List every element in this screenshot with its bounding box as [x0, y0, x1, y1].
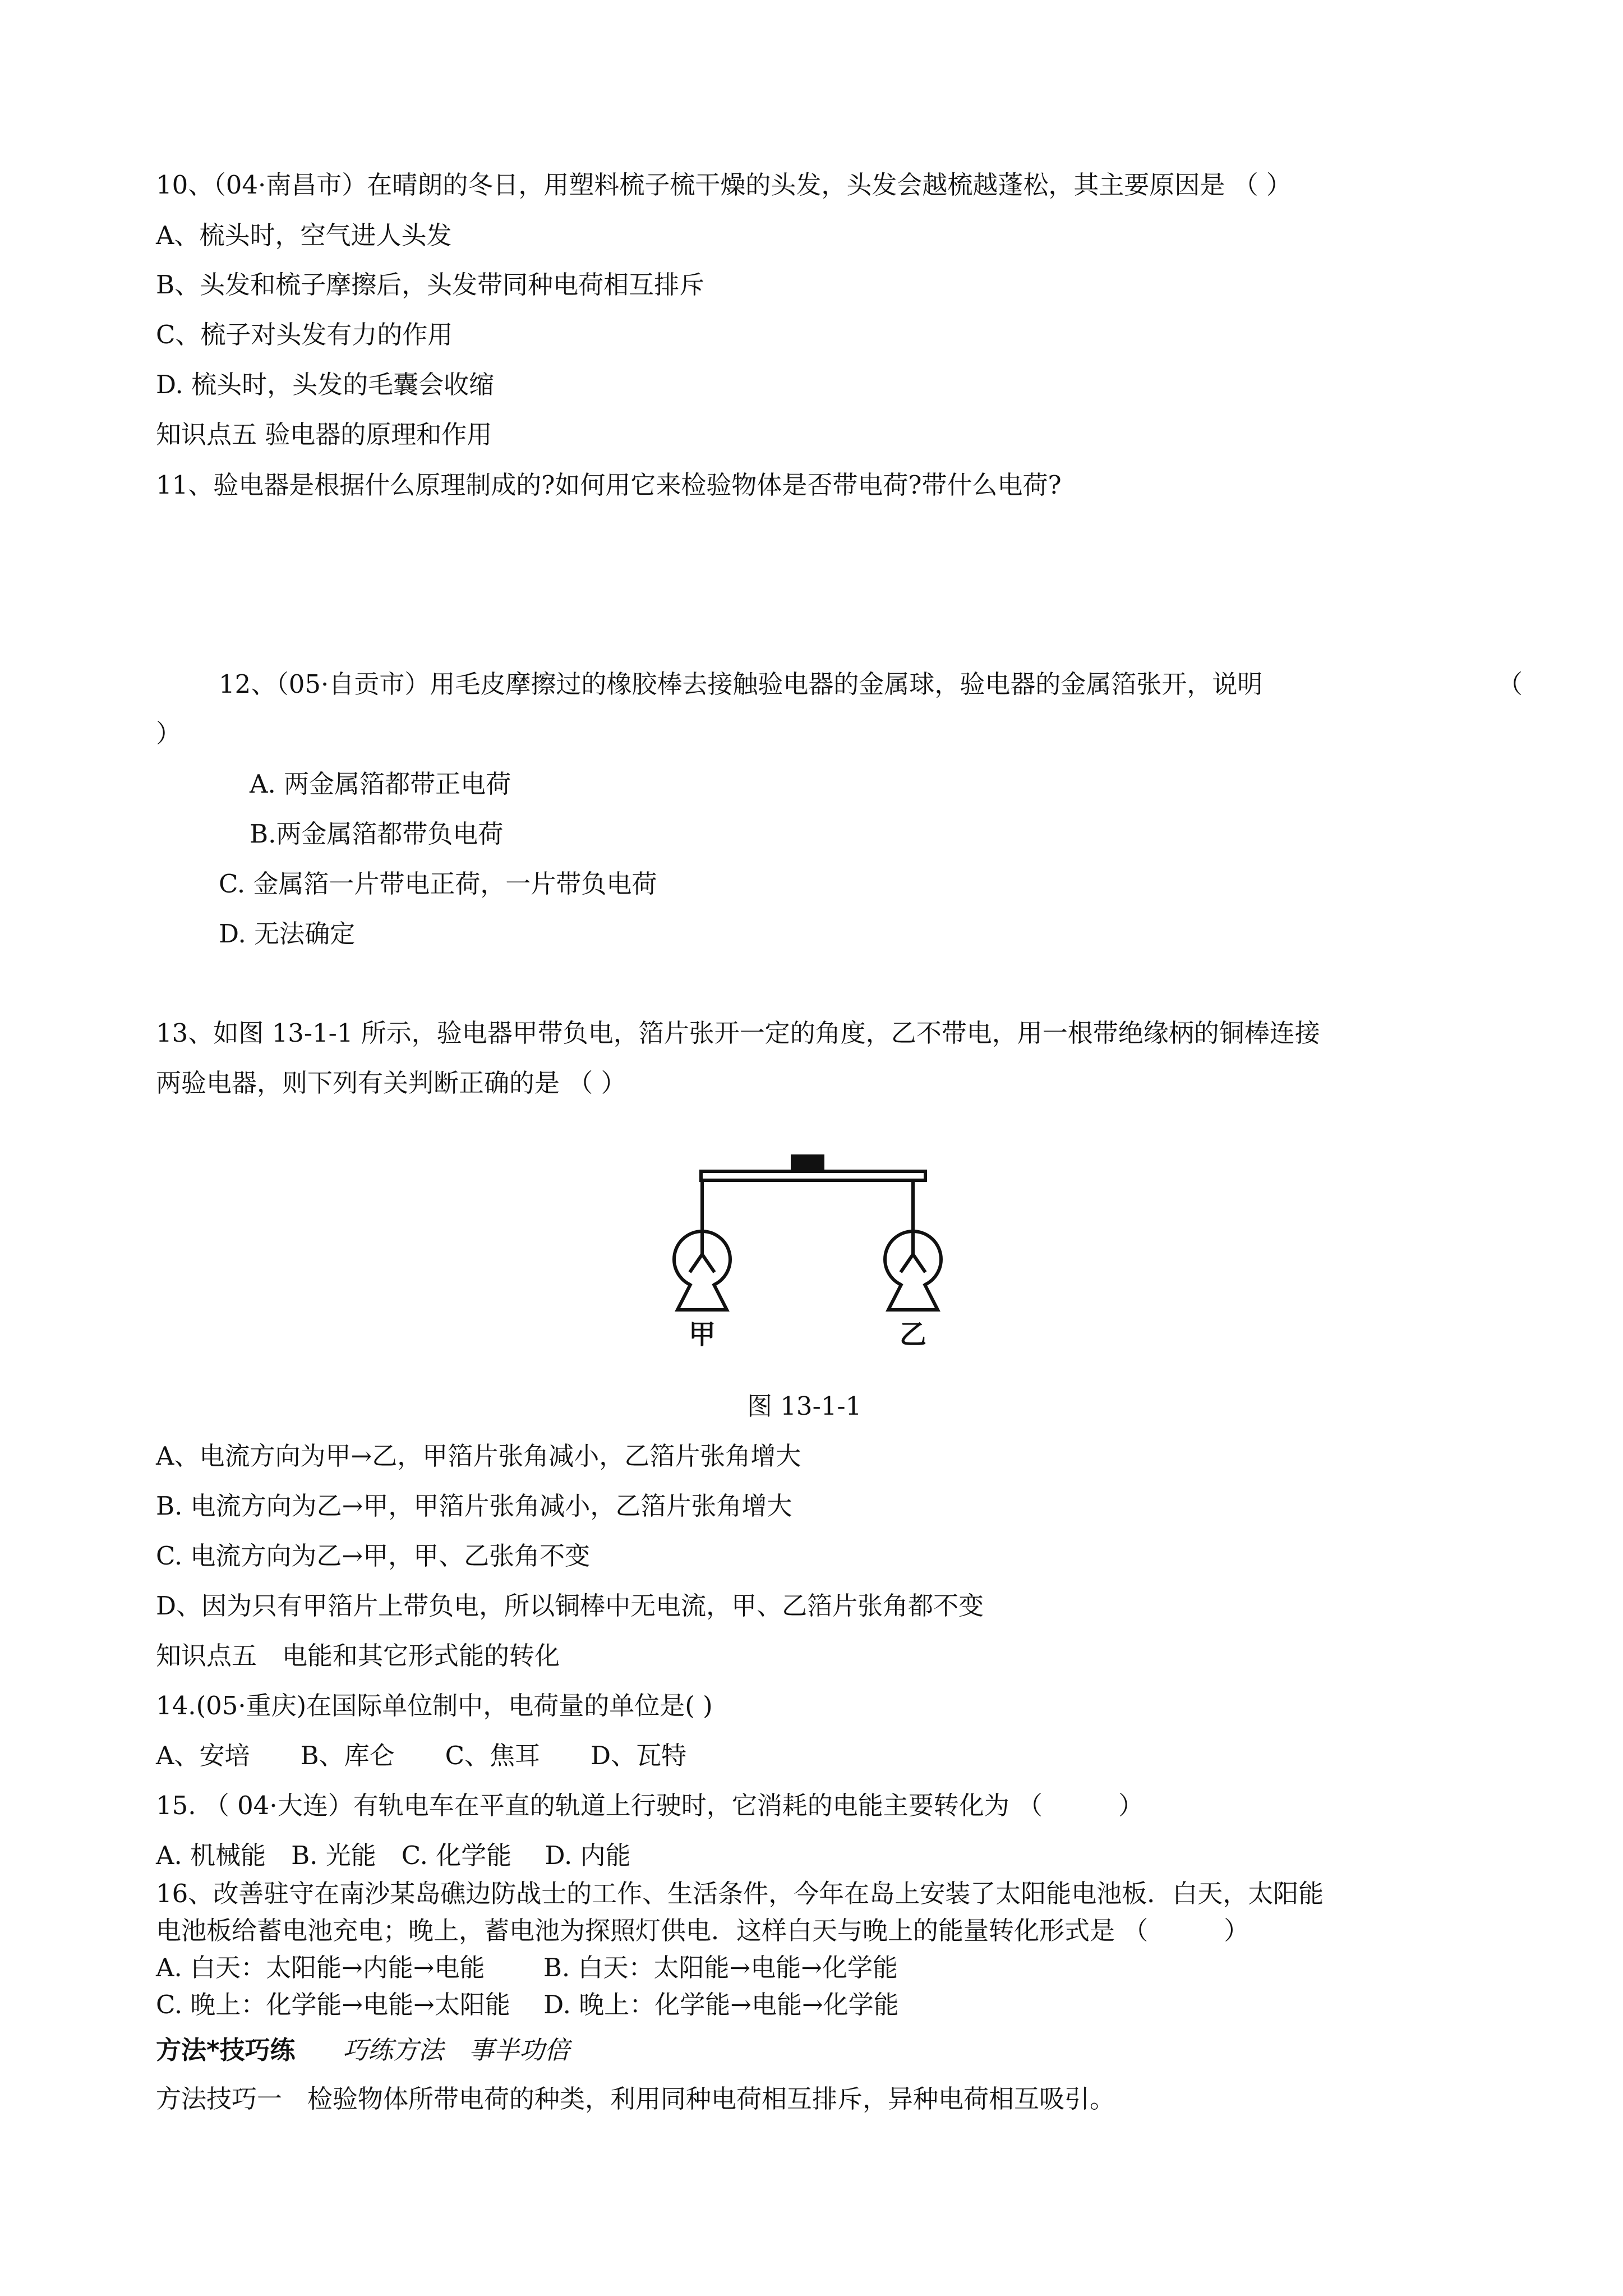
- q12-option-d: D. 无法确定: [219, 919, 356, 949]
- q13-stem-line2: 两验电器，则下列有关判断正确的是 （ ）: [156, 1068, 626, 1098]
- q10-option-c: C、梳子对头发有力的作用: [156, 320, 453, 349]
- electroscope-left: [674, 1231, 730, 1310]
- q12-option-a: A. 两金属箔都带正电荷: [250, 769, 511, 799]
- q16-stem-line1: 16、改善驻守在南沙某岛礁边防战士的工作、生活条件，今年在岛上安装了太阳能电池板．白天，太阳能: [156, 1879, 1324, 1908]
- label-jia: 甲: [688, 1319, 716, 1350]
- q15-stem: 15. （ 04·大连）有轨电车在平直的轨道上行驶时，它消耗的电能主要转化为 （ ）: [156, 1791, 1144, 1820]
- method-subtitle: 巧练方法 事半功倍: [342, 2035, 570, 2065]
- method-heading: [156, 2033, 570, 2067]
- q14-stem: 14.(05·重庆)在国际单位制中，电荷量的单位是( ): [156, 1691, 713, 1720]
- q10-option-b: B、头发和梳子摩擦后，头发带同种电荷相互排斥: [156, 270, 705, 300]
- q12-stem: 12、（05·自贡市）用毛皮摩擦过的橡胶棒去接触验电器的金属球，验电器的金属箔张开，说明: [219, 669, 1263, 699]
- q13-option-b: B. 电流方向为乙→甲，甲箔片张角减小，乙箔片张角增大: [156, 1491, 792, 1521]
- q13-stem-line1: 13、如图 13-1-1 所示，验电器甲带负电，箔片张开一定的角度，乙不带电，用一根带绝缘柄的铜棒连接: [156, 1018, 1320, 1048]
- section-heading-energy: 知识点五 电能和其它形式能的转化: [156, 1641, 560, 1671]
- q13-option-a: A、电流方向为甲→乙，甲箔片张角减小，乙箔片张角增大: [156, 1441, 801, 1471]
- method-tip-1: 方法技巧一 检验物体所带电荷的种类，利用同种电荷相互排斥，异种电荷相互吸引。: [156, 2084, 1115, 2114]
- q11-stem: 11、验电器是根据什么原理制成的?如何用它来检验物体是否带电荷?带什么电荷?: [156, 470, 1062, 500]
- q10-stem: 10、（04·南昌市）在晴朗的冬日，用塑料梳子梳干燥的头发，头发会越梳越蓬松，其主要原因是 （ ）: [156, 170, 1292, 200]
- q16-options-line2: C. 晚上：化学能→电能→太阳能 D. 晚上：化学能→电能→化学能: [156, 1990, 899, 2019]
- q12-option-c: C. 金属箔一片带电正荷，一片带负电荷: [219, 869, 657, 899]
- label-yi: 乙: [899, 1319, 927, 1350]
- q15-options: A. 机械能 B. 光能 C. 化学能 D. 内能: [156, 1841, 631, 1870]
- q12-open-paren: （: [1497, 669, 1523, 699]
- q16-stem-line2: 电池板给蓄电池充电；晚上，蓄电池为探照灯供电．这样白天与晚上的能量转化形式是 （ ）: [156, 1916, 1249, 1945]
- q16-options-line1: A. 白天：太阳能→内能→电能 B. 白天：太阳能→电能→化学能: [156, 1953, 898, 1982]
- q10-option-d: D. 梳头时，头发的毛囊会收缩: [156, 370, 495, 399]
- q12-close-paren: ）: [156, 719, 182, 748]
- figure-caption: 图 13-1-1: [747, 1391, 862, 1421]
- electroscope-figure: [662, 1150, 976, 1358]
- q14-options: A、安培 B、库仑 C、焦耳 D、瓦特: [156, 1741, 687, 1770]
- section-heading-electroscope: 知识点五 验电器的原理和作用: [156, 420, 492, 449]
- q13-option-d: D、因为只有甲箔片上带负电，所以铜棒中无电流，甲、乙箔片张角都不变: [156, 1591, 984, 1621]
- q12-option-b: B.两金属箔都带负电荷: [250, 819, 504, 849]
- q13-option-c: C. 电流方向为乙→甲，甲、乙张角不变: [156, 1541, 591, 1571]
- method-title: 方法*技巧练: [156, 2035, 296, 2065]
- electroscope-right: [885, 1231, 941, 1310]
- q10-option-a: A、梳头时，空气进人头发: [156, 220, 452, 250]
- copper-rod: [701, 1171, 925, 1180]
